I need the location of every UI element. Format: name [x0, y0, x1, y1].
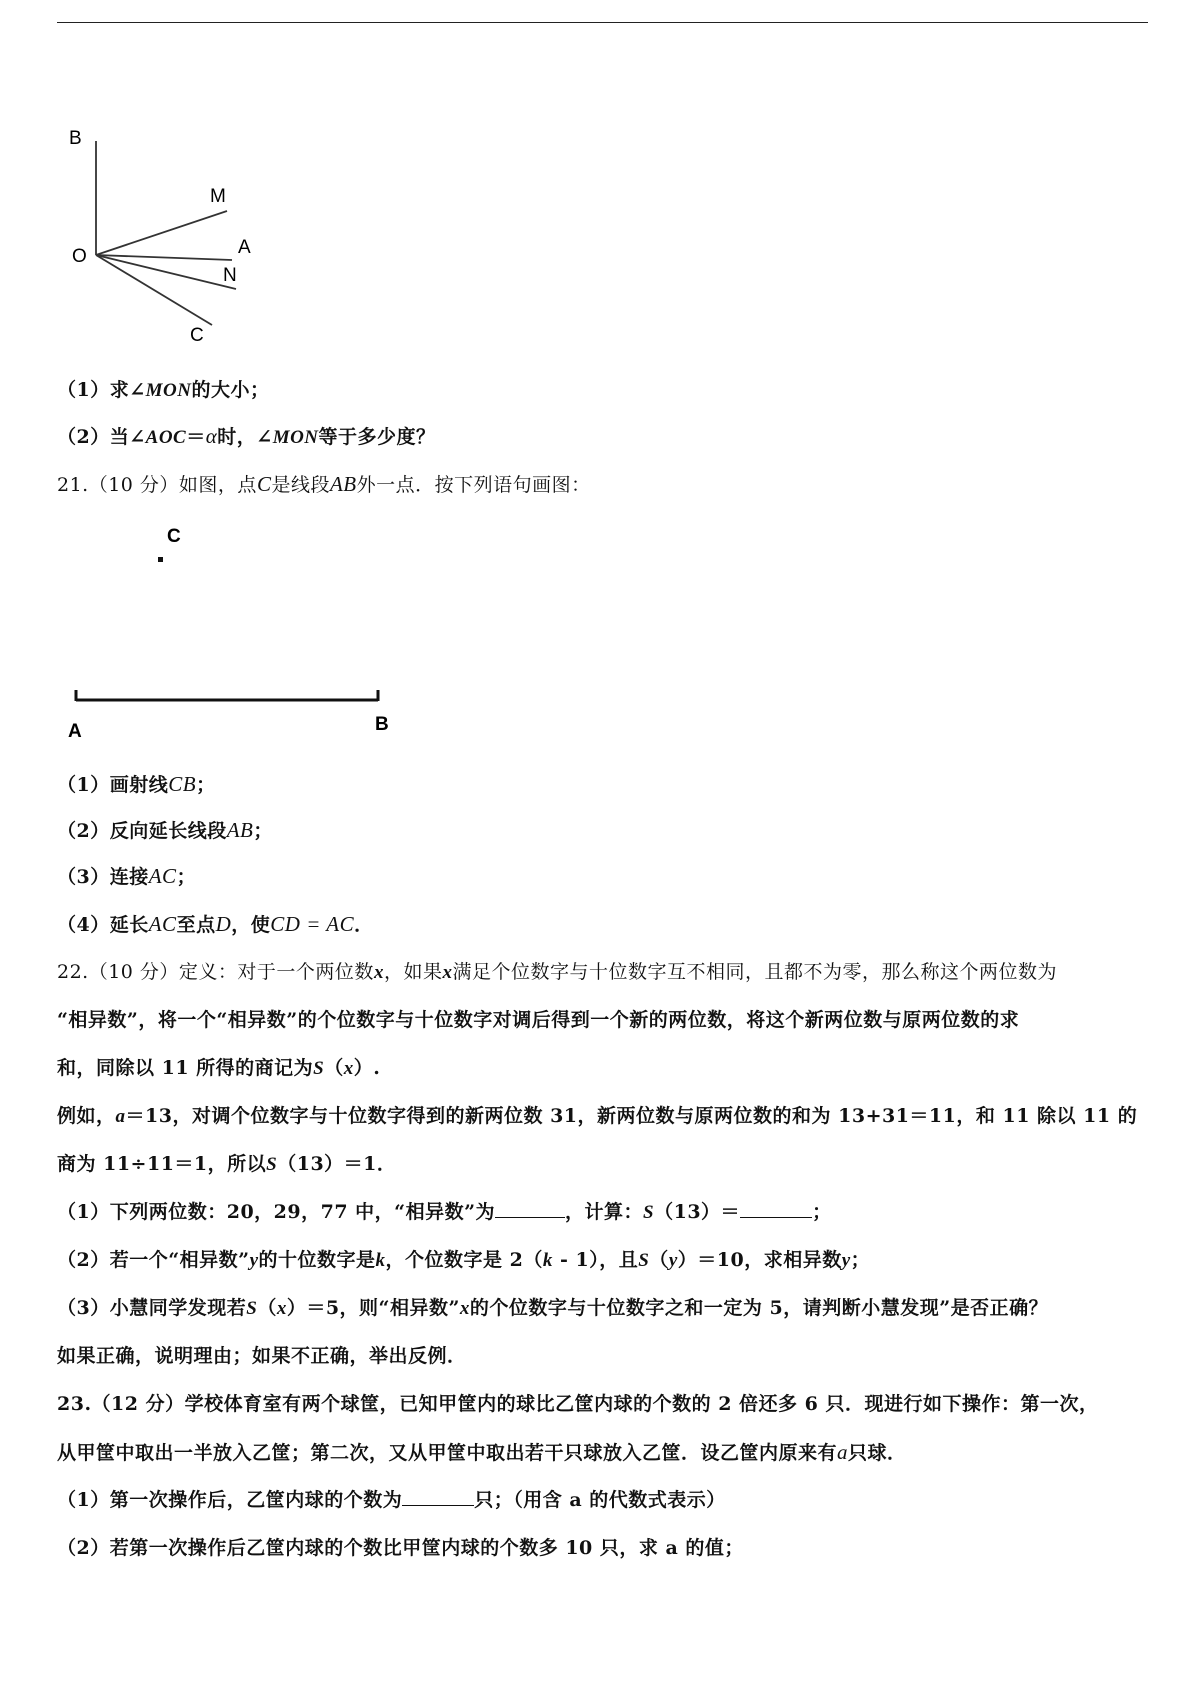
text: - 1），且: [552, 1249, 639, 1271]
math-var: x: [276, 1298, 287, 1319]
q23-part2: （2）若第一次操作后乙筐内球的个数比甲筐内球的个数多 10 只，求 a 的值；: [57, 1537, 744, 1559]
ray-om: [96, 211, 227, 255]
q23-part1: [57, 1486, 1148, 1514]
text: 的十位数字是: [258, 1249, 376, 1271]
text: ；: [812, 1201, 832, 1223]
q20-part1: [57, 376, 1148, 405]
text: 22.（10 分）定义：对于一个两位数: [57, 961, 374, 983]
math-var: AC: [148, 912, 177, 936]
text: 外一点．按下列语句画图：: [356, 474, 591, 496]
text: ；: [176, 866, 197, 888]
text: （1）画射线: [57, 774, 169, 796]
text: ；: [253, 820, 273, 842]
math-var: y: [841, 1250, 851, 1271]
math-var: x: [343, 1058, 354, 1079]
math-var: MON: [145, 380, 192, 401]
math-var: S: [638, 1250, 650, 1271]
text: ）＝5，则“相异数”: [286, 1297, 460, 1319]
q21-part2: [57, 816, 1148, 845]
label-b: B: [69, 128, 82, 149]
text: 时，∠: [217, 426, 273, 448]
label-m: M: [210, 186, 226, 207]
point-c: [158, 557, 163, 562]
q21-part4: [57, 910, 1148, 939]
q22-line4: [57, 1102, 1148, 1131]
q23-line1: 23.（12 分）学校体育室有两个球筐，已知甲筐内的球比乙筐内球的个数的 2 倍还多 6 只．现进行如下操作：第一次，: [57, 1393, 1099, 1415]
text: ，如果: [383, 961, 443, 983]
q22-line5: [57, 1150, 1148, 1179]
text: ＝13，对调个位数字与十位数字得到的新两位数 31，新两位数与原两位数的和为 13+31＝11，和 11 除以 11 的: [125, 1105, 1138, 1127]
math-var: MON: [272, 427, 319, 448]
text: ）＝10，求相异数: [677, 1249, 842, 1271]
text: （1）求∠: [57, 379, 146, 401]
text: （1）第一次操作后，乙筐内球的个数为: [57, 1489, 403, 1511]
text: （: [257, 1297, 277, 1319]
text: 和，同除以 11 所得的商记为: [57, 1057, 314, 1079]
math-var: AB: [329, 472, 357, 496]
text: ＝: [186, 426, 206, 448]
label-c: C: [190, 325, 204, 346]
q22-part2: [57, 1246, 1148, 1275]
text: 满足个位数字与十位数字互不相同，且都不为零，那么称这个两位数为: [452, 961, 1057, 983]
label-b: B: [375, 714, 389, 735]
label-o: O: [72, 246, 87, 267]
text: 21.（10 分）如图，点: [57, 474, 257, 496]
text: （: [324, 1057, 344, 1079]
answer-blank[interactable]: [402, 1487, 474, 1506]
label-a: A: [68, 721, 82, 740]
q22-line3: [57, 1054, 1148, 1083]
text: ）.: [353, 1057, 381, 1079]
math-var: D: [215, 912, 232, 936]
text: （2）反向延长线段: [57, 820, 227, 842]
text: 商为 11÷11＝1，所以: [57, 1153, 267, 1175]
math-var: AOC: [145, 427, 187, 448]
text: ，使: [231, 914, 271, 936]
text: 从甲筐中取出一半放入乙筐；第二次，又从甲筐中取出若干只球放入乙筐．设乙筐内原来有: [57, 1442, 838, 1464]
q22-part3: [57, 1294, 1148, 1323]
text: ；: [850, 1249, 871, 1271]
text: 例如，: [57, 1105, 116, 1127]
math-var: k: [542, 1250, 553, 1271]
math-var: AC: [326, 912, 355, 936]
math-op: =: [300, 912, 327, 936]
q20-part2: [57, 422, 1148, 452]
answer-blank[interactable]: [740, 1199, 812, 1218]
math-var: C: [256, 472, 272, 496]
text: ，计算：: [565, 1201, 644, 1223]
text: （: [649, 1249, 669, 1271]
text: ．: [354, 914, 374, 936]
math-var: S: [313, 1058, 325, 1079]
text: （13）＝1．: [277, 1153, 397, 1175]
segment-figure: [60, 520, 400, 740]
text: （3）小慧同学发现若: [57, 1297, 247, 1319]
math-var: CB: [168, 772, 197, 796]
label-n: N: [223, 265, 237, 286]
q21-part1: [57, 770, 1148, 799]
ray-oc: [96, 255, 212, 325]
q22-part1: [57, 1198, 1148, 1227]
math-var: a: [115, 1106, 126, 1127]
q23-line2: [57, 1438, 1148, 1467]
math-var: x: [373, 962, 384, 983]
label-c: C: [167, 526, 181, 547]
answer-blank[interactable]: [495, 1199, 565, 1218]
text: 至点: [176, 914, 216, 936]
q22-line9: 如果正确，说明理由；如果不正确，举出反例．: [57, 1345, 467, 1367]
text: （1）下列两位数：20，29，77 中，“相异数”为: [57, 1201, 496, 1223]
q21-part3: [57, 862, 1148, 891]
text: 的个位数字与十位数字之和一定为 5，请判断小慧发现”是否正确？: [469, 1297, 1049, 1319]
math-var: S: [266, 1154, 278, 1175]
text: （2）若一个“相异数”: [57, 1249, 250, 1271]
text: 等于多少度？: [318, 426, 436, 448]
text: 的大小；: [191, 379, 270, 401]
text: ，个位数字是 2（: [385, 1249, 543, 1271]
text: 只；（用含 a 的代数式表示）: [474, 1489, 726, 1511]
label-a: A: [238, 237, 251, 258]
q22-line2: “相异数”，将一个“相异数”的个位数字与十位数字对调后得到一个新的两位数，将这个新两位数与原两位数的求: [57, 1009, 1020, 1031]
text: ；: [196, 774, 216, 796]
text: （2）当∠: [57, 426, 146, 448]
math-var: y: [668, 1250, 678, 1271]
math-var: k: [375, 1250, 386, 1271]
q22-line1: [57, 958, 1148, 987]
math-var: y: [249, 1250, 259, 1271]
math-var: x: [459, 1298, 470, 1319]
math-var: S: [643, 1202, 655, 1223]
math-var: x: [442, 962, 453, 983]
text: （3）连接: [57, 866, 149, 888]
q21-stem: [57, 470, 1148, 499]
math-var: AC: [148, 864, 177, 888]
text: （4）延长: [57, 914, 149, 936]
math-var: a: [837, 1440, 849, 1464]
math-var: S: [246, 1298, 258, 1319]
text: 只球．: [848, 1442, 907, 1464]
math-var: CD: [270, 912, 301, 936]
math-var: AB: [226, 818, 254, 842]
text: （13）＝: [654, 1201, 741, 1223]
angle-figure: [60, 125, 260, 350]
math-var: α: [205, 424, 218, 448]
text: 是线段: [271, 474, 330, 496]
header-rule: [57, 22, 1148, 23]
